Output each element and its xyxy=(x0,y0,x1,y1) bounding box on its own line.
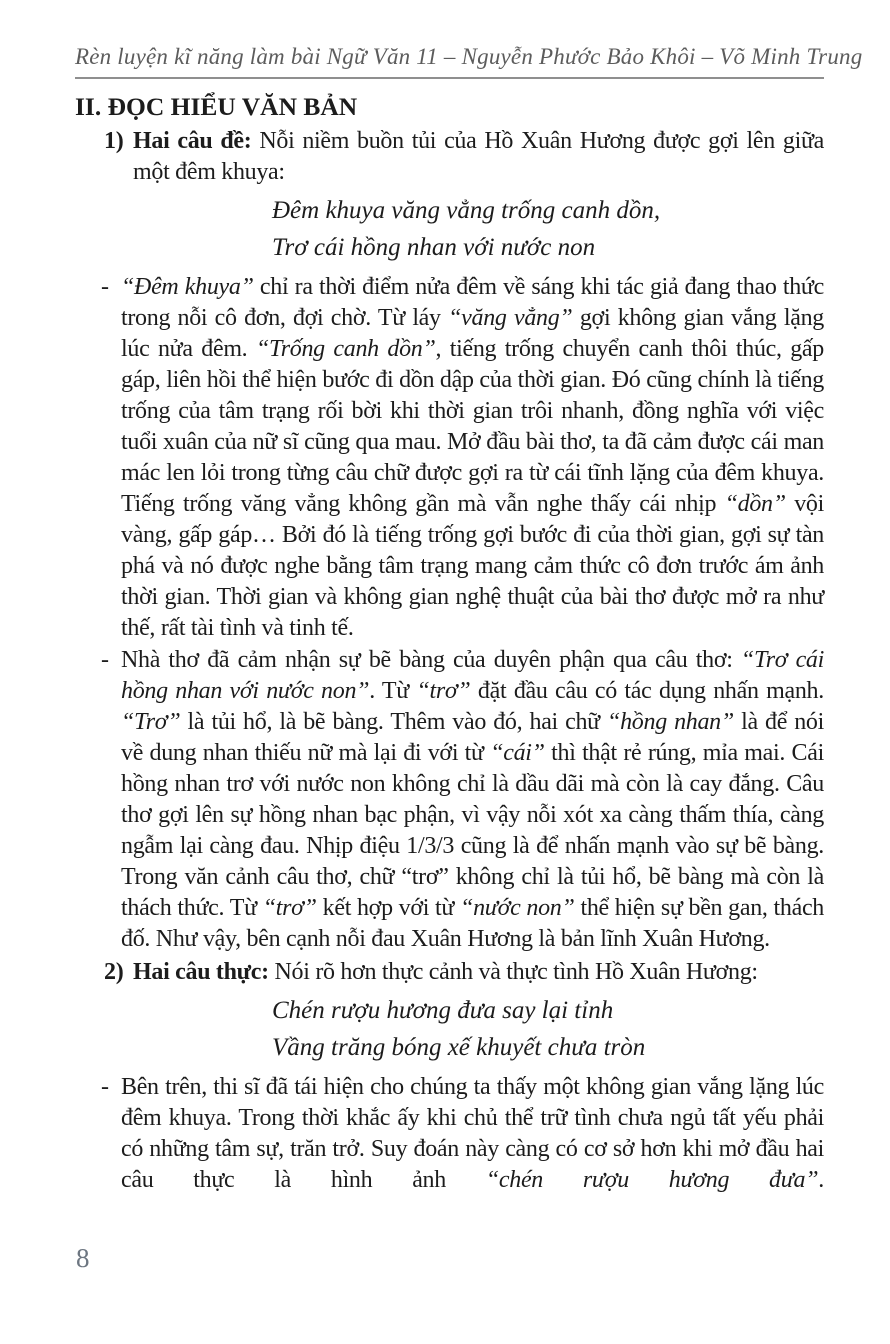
verse-2-line-2: Vầng trăng bóng xế khuyết chưa tròn xyxy=(272,1033,646,1061)
verse-1-line-1: Đêm khuya văng vẳng trống canh dồn, xyxy=(272,197,661,224)
item-2-intro: Nói rõ hơn thực cảnh và thực tình Hồ Xuân Hương: xyxy=(268,959,758,985)
bullet-dash: - xyxy=(101,1074,109,1100)
bullet-2-text: Nhà thơ đã cảm nhận sự bẽ bàng của duyên phận qua câu thơ: “Trơ cái hồng nhan với nước non”. Từ “trơ” đặt đầu câu có tác dụng nhấn mạnh. “Trơ” là tủi hổ, là bẽ bàng. Thêm vào đó, hai chữ “hồng nhan” là để nói về dung nhan thiếu nữ mà lại đi với từ “cái” thì thật rẻ rúng, mỉa mai. Cái hồng nhan trơ với nước non không chỉ là dầu dãi mà còn là cay đắng. Câu thơ gợi lên sự hồng nhan bạc phận, vì vậy nỗi xót xa càng thấm thía, càng ngẫm lại càng đau. Nhịp điệu 1/3/3 cũng là để nhấn mạnh vào sự bẽ bàng. Trong văn cảnh câu thơ, chữ “trơ” không chỉ là tủi hổ, bẽ bàng mà còn là thách thức. Từ “trơ” kết hợp với từ “nước non” thể hiện sự bền gan, thách đố. Như vậy, bên cạnh nỗi đau Xuân Hương là bản lĩnh Xuân Hương. xyxy=(121,647,825,952)
verse-2-line-1: Chén rượu hương đưa say lại tỉnh xyxy=(272,997,614,1024)
item-2-heading xyxy=(75,957,824,988)
verse-1 xyxy=(272,193,824,266)
item-1-intro: Nỗi niềm buồn tủi của Hồ Xuân Hương được gợi lên giữa một đêm khuya: xyxy=(133,128,824,185)
bullet-paragraph-1 xyxy=(75,272,824,644)
verse-2 xyxy=(272,993,824,1066)
bullet-paragraph-2 xyxy=(75,645,824,955)
item-1-number: 1) xyxy=(104,128,124,154)
bullet-paragraph-3 xyxy=(75,1072,824,1196)
section-title: II. ĐỌC HIỂU VĂN BẢN xyxy=(75,92,358,121)
bullet-dash: - xyxy=(101,274,109,300)
verse-1-line-2: Trơ cái hồng nhan với nước non xyxy=(272,233,596,261)
item-2-label: Hai câu thực: xyxy=(133,959,269,985)
bullet-3-text: Bên trên, thi sĩ đã tái hiện cho chúng ta thấy một không gian vắng lặng lúc đêm khuya. Trong thời khắc ấy khi chủ thể trữ tình chưa ngủ tất yếu phải có những tâm sự, trăn trở. Suy đoán này càng có cơ sở hơn khi mở đầu hai câu thực là hình ảnh “chén rượu hương đưa”. xyxy=(121,1074,824,1193)
item-1-heading xyxy=(75,126,824,188)
page-content xyxy=(75,91,824,1196)
item-2-number: 2) xyxy=(104,959,124,985)
bullet-1-text: “Đêm khuya” chỉ ra thời điểm nửa đêm về sáng khi tác giả đang thao thức trong nỗi cô đơn, đợi chờ. Từ láy “văng vẳng” gợi không gian vắng lặng lúc nửa đêm. “Trống canh dồn”, tiếng trống chuyển canh thôi thúc, gấp gáp, liên hồi thể hiện bước đi dồn dập của thời gian. Đó cũng chính là tiếng trống của tâm trạng rối bời khi thời gian trôi nhanh, đồng nghĩa với việc tuổi xuân của nữ sĩ cũng qua mau. Mở đầu bài thơ, ta đã cảm được cái man mác len lỏi trong từng câu chữ được gợi ra từ cái tĩnh lặng của đêm khuya. Tiếng trống văng vẳng không gần mà vẫn nghe thấy cái nhịp “dồn” vội vàng, gấp gáp… Bởi đó là tiếng trống gợi bước đi của thời gian, gợi sự tàn phá và nó được nghe bằng tâm trạng mang cảm thức cô đơn trước ám ảnh thời gian. Thời gian và không gian nghệ thuật của bài thơ được mở ra như thế, rất tài tình và tinh tế. xyxy=(121,274,825,641)
item-1-label: Hai câu đề: xyxy=(133,128,252,154)
page-number: 8 xyxy=(76,1243,90,1273)
bullet-dash: - xyxy=(101,647,109,673)
running-header: Rèn luyện kĩ năng làm bài Ngữ Văn 11 – Nguyễn Phước Bảo Khôi – Võ Minh Trung xyxy=(75,44,824,79)
